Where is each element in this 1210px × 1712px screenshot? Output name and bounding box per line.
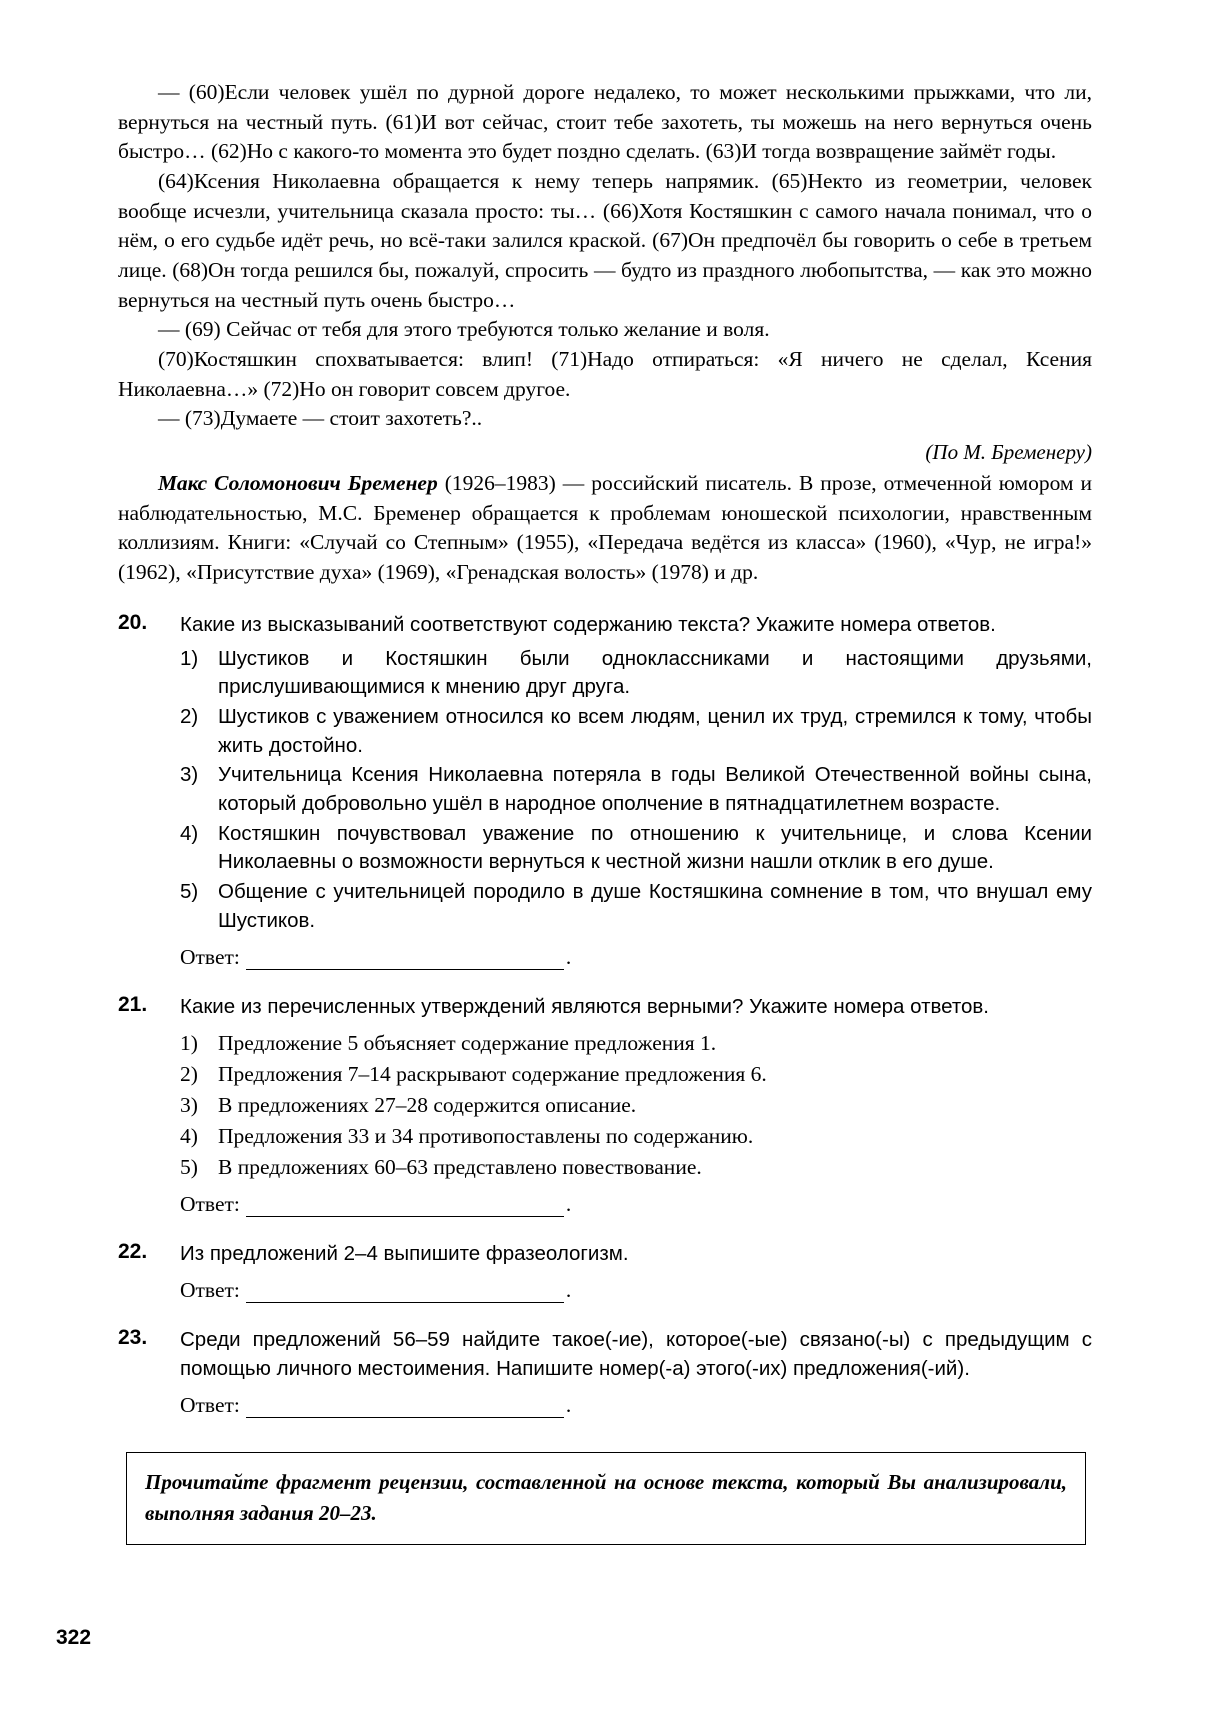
list-item[interactable] [180, 820, 1092, 877]
task-question: Какие из перечисленных утверждений являются верными? Укажите номера ответов. [180, 995, 989, 1019]
answer-period: . [565, 1278, 572, 1303]
task-options [180, 1028, 1092, 1182]
answer-row [180, 1192, 1092, 1217]
option-marker: 3) [180, 763, 199, 787]
passage-paragraph: (64)Ксения Николаевна обращается к нему теперь напрямик. (65)Некто из геометрии, человек вообще исчезли, учительница сказала просто: ты… (66)Хотя Костяшкин с самого начала понимал, что о нём, о его судьбе идёт речь, но всё-таки залился краской. (67)Он предпочёл бы говорить о себе в третьем лице. (68)Он тогда решился бы, пожалуй, спросить — будто из праздного любопытства, — как это можно вернуться на честный путь очень быстро… [118, 168, 1092, 312]
author-biography-text: (1926–1983) — российский писатель. В прозе, отмеченной юмором и наблюдательностью, М.С. Бременер обращается к проблемам юношеской психологии, нравственным коллизиям. Книги: «Случай со Степным» (1955), «Передача ведётся из класса» (1960), «Чур, не игра!» (1962), «Присутствие духа» (1969), «Гренадская волость» (1978) и др. [118, 470, 1093, 584]
list-item[interactable] [180, 703, 1092, 760]
answer-label: Ответ: [180, 945, 240, 970]
task-content [180, 1325, 1092, 1418]
passage-paragraph: (70)Костяшкин спохватывается: влип! (71)Надо отпираться: «Я ничего не сделал, Ксения Николаевна…» (72)Но он говорит совсем другое. [118, 346, 1092, 401]
answer-period: . [565, 1192, 572, 1217]
passage-paragraph: — (69) Сейчас от тебя для этого требуются только желание и воля. [158, 317, 770, 342]
instruction-box [126, 1452, 1086, 1545]
author-biography-note [118, 469, 1092, 588]
answer-input[interactable] [246, 1400, 564, 1418]
task-options [180, 645, 1092, 936]
answer-label: Ответ: [180, 1393, 240, 1418]
list-item[interactable] [180, 645, 1092, 702]
answer-label: Ответ: [180, 1278, 240, 1303]
answer-label: Ответ: [180, 1192, 240, 1217]
option-text: Шустиков с уважением относился ко всем людям, ценил их труд, стремился к тому, чтобы жить достойно. [218, 704, 1092, 757]
option-text: Общение с учительницей породило в душе Костяшкина сомнение в том, что внушал ему Шустиков. [218, 880, 1092, 932]
option-marker: 2) [180, 1061, 198, 1086]
option-text: В предложениях 27–28 содержится описание. [218, 1092, 637, 1117]
page-number: 322 [56, 1626, 92, 1649]
option-text: В предложениях 60–63 представлено повествование. [218, 1154, 702, 1179]
option-text: Предложения 33 и 34 противопоставлены по содержанию. [218, 1123, 754, 1148]
passage-attribution: (По М. Бременеру) [925, 439, 1092, 464]
task-content [180, 610, 1092, 971]
author-name: Макс Соломонович Бременер [158, 470, 438, 495]
task-question: Среди предложений 56–59 найдите такое(-ие), которое(-ые) связано(-ы) с предыдущим с помощью личного местоимения. Напишите номер(-а) этого(-их) предложения(-ий). [180, 1328, 1092, 1381]
answer-input[interactable] [246, 1199, 564, 1217]
option-text: Костяшкин почувствовал уважение по отношению к учительнице, и слова Ксении Николаевны о возможности вернуться к честной жизни нашли отклик в его душе. [218, 821, 1092, 874]
task-question: Из предложений 2–4 выпишите фразеологизм. [180, 1242, 629, 1266]
list-item[interactable] [180, 1028, 1092, 1058]
list-item[interactable] [180, 1152, 1092, 1182]
list-item[interactable] [180, 878, 1092, 935]
option-marker: 3) [180, 1092, 198, 1117]
task-number: 22. [118, 1240, 148, 1264]
option-text: Шустиков и Костяшкин были одноклассниками и настоящими друзьями, прислушивающимися к мнению друг друга. [218, 646, 1092, 699]
answer-period: . [565, 1393, 572, 1418]
option-marker: 1) [180, 1030, 198, 1055]
task-number: 23. [118, 1326, 148, 1350]
task-21 [118, 992, 1092, 1217]
option-marker: 4) [180, 821, 199, 845]
passage-paragraph: — (73)Думаете — стоит захотеть?.. [158, 406, 483, 431]
option-marker: 4) [180, 1123, 198, 1148]
answer-row [180, 1393, 1092, 1418]
instruction-text: Прочитайте фрагмент рецензии, составленной на основе текста, который Вы анализировали, выполняя задания 20–23. [145, 1470, 1067, 1525]
task-23 [118, 1325, 1092, 1418]
answer-row [180, 1278, 1092, 1303]
answer-input[interactable] [246, 952, 564, 970]
task-20 [118, 610, 1092, 971]
option-text: Предложения 7–14 раскрывают содержание предложения 6. [218, 1061, 767, 1086]
answer-row [180, 945, 1092, 970]
list-item[interactable] [180, 761, 1092, 818]
task-question: Какие из высказываний соответствуют содержанию текста? Укажите номера ответов. [180, 612, 996, 636]
option-text: Предложение 5 объясняет содержание предложения 1. [218, 1030, 717, 1055]
option-marker: 1) [180, 646, 199, 670]
option-marker: 5) [180, 880, 199, 904]
task-content [180, 1239, 1092, 1303]
passage-paragraph: — (60)Если человек ушёл по дурной дороге недалеко, то может несколькими прыжками, что ли, вернуться на честный путь. (61)И вот сейчас, стоит тебе захотеть, ты можешь на него вернуться очень быстро… (62)Но с какого-то момента это будет поздно сделать. (63)И тогда возвращение займёт годы. [118, 80, 1092, 164]
option-marker: 2) [180, 704, 199, 728]
task-number: 20. [118, 610, 148, 634]
reading-passage [118, 78, 1092, 434]
task-number: 21. [118, 993, 148, 1017]
answer-period: . [565, 945, 572, 970]
list-item[interactable] [180, 1121, 1092, 1151]
option-text: Учительница Ксения Николаевна потеряла в годы Великой Отечественной войны сына, который добровольно ушёл в народное ополчение в пятнадцатилетнем возрасте. [218, 763, 1092, 816]
option-marker: 5) [180, 1154, 198, 1179]
list-item[interactable] [180, 1059, 1092, 1089]
task-content [180, 992, 1092, 1217]
task-22 [118, 1239, 1092, 1303]
answer-input[interactable] [246, 1285, 564, 1303]
list-item[interactable] [180, 1090, 1092, 1120]
